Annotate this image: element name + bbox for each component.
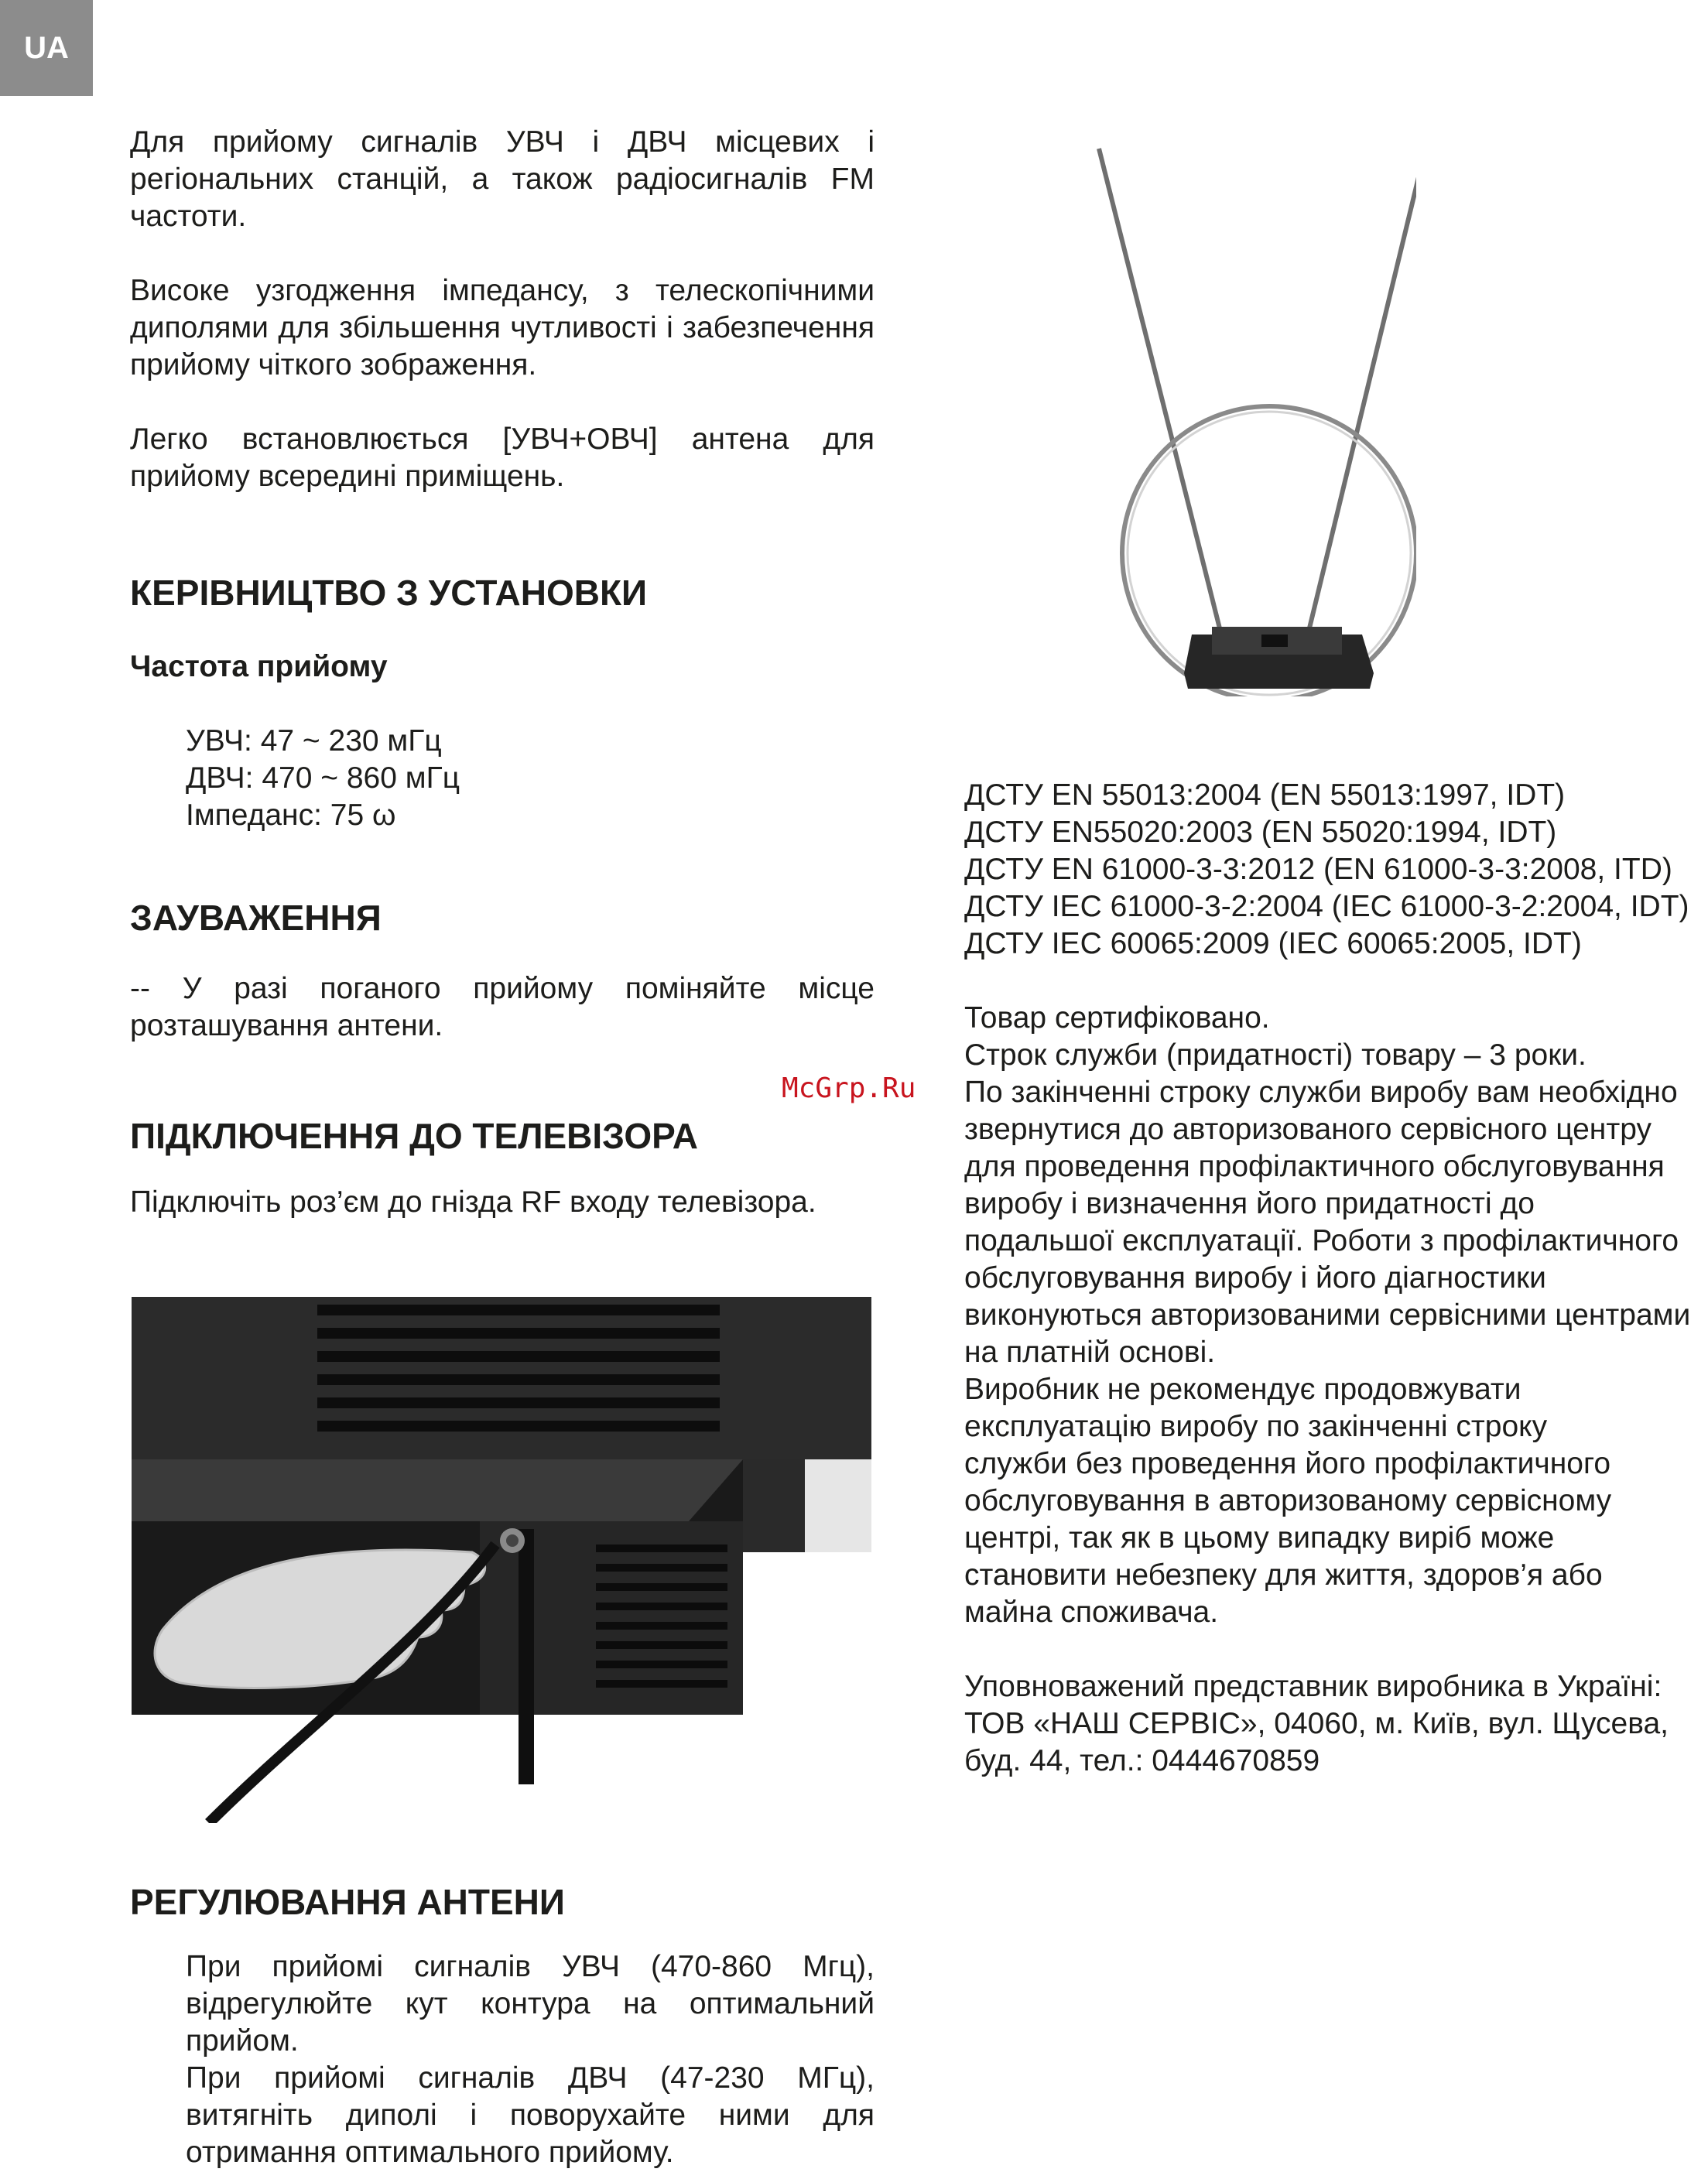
service-line: служби без проведення його профілактичного bbox=[964, 1447, 1611, 1480]
service-line: центрі, так як в цьому випадку виріб може bbox=[964, 1521, 1555, 1555]
watermark: McGrp.Ru bbox=[782, 1072, 916, 1104]
service-line: експлуатацію виробу по закінченні строку bbox=[964, 1410, 1548, 1443]
service-info bbox=[964, 1000, 1707, 1631]
spec-impedance: Імпеданс: 75 ω bbox=[186, 799, 396, 832]
connect-title: ПІДКЛЮЧЕННЯ ДО ТЕЛЕВІЗОРА bbox=[130, 1116, 699, 1156]
intro-paragraph-3: Легко встановлюється [УВЧ+ОВЧ] антена для прийому всередині приміщень. bbox=[130, 422, 875, 493]
tv-connection-photo bbox=[132, 1297, 871, 1823]
adjust-uhf-text: При прийомі сигналів УВЧ (470-860 Мгц), відрегулюйте кут контура на оптимальний прийом. bbox=[186, 1950, 875, 2058]
right-column bbox=[964, 777, 1707, 1780]
adjust-vhf-text: При прийомі сигналів ДВЧ (47-230 МГц), витягніть диполі і поворухайте ними для отримання оптимального прийому. bbox=[186, 2061, 875, 2169]
service-line: Товар сертифіковано. bbox=[964, 1001, 1270, 1035]
standard-1: ДСТУ EN 55013:2004 (EN 55013:1997, IDT) bbox=[964, 778, 1566, 812]
install-subtitle: Частота прийому bbox=[130, 650, 388, 683]
install-title: КЕРІВНИЦТВО З УСТАНОВКИ bbox=[130, 573, 648, 613]
spec-vhf: ДВЧ: 470 ~ 860 мГц bbox=[186, 761, 460, 795]
service-line: обслуговування виробу і його діагностики bbox=[964, 1261, 1546, 1295]
service-line: на платній основі. bbox=[964, 1336, 1216, 1369]
connect-text: Підключіть роз’єм до гнізда RF входу телевізора. bbox=[130, 1185, 816, 1219]
adjust-section bbox=[130, 1880, 875, 2171]
standard-4: ДСТУ IEC 61000-3-2:2004 (IEC 61000-3-2:2004, IDT) bbox=[964, 890, 1689, 923]
representative-line: Уповноважений представник виробника в Україні: bbox=[964, 1670, 1662, 1703]
intro-paragraph-2: Високе узгодження імпедансу, з телескопічними диполями для збільшення чутливості і забезпечення прийому чіткого зображення. bbox=[130, 274, 875, 381]
service-line: звернутися до авторизованого сервісного центру bbox=[964, 1113, 1652, 1146]
tv-connection-illustration bbox=[132, 1297, 871, 1823]
notes-text: -- У разі поганого прийому поміняйте місце розташування антени. bbox=[130, 972, 875, 1042]
standard-2: ДСТУ EN55020:2003 (EN 55020:1994, IDT) bbox=[964, 816, 1557, 849]
standards-list bbox=[964, 777, 1707, 963]
service-line: обслуговування в авторизованому сервісному bbox=[964, 1484, 1612, 1517]
service-line: Строк служби (придатності) товару – 3 роки. bbox=[964, 1038, 1586, 1072]
standard-3: ДСТУ EN 61000-3-3:2012 (EN 61000-3-3:2008, ITD) bbox=[964, 853, 1672, 886]
service-line: виконуються авторизованими сервісними центрами bbox=[964, 1298, 1691, 1332]
standard-5: ДСТУ IEC 60065:2009 (IEC 60065:2005, IDT) bbox=[964, 927, 1582, 960]
antenna-illustration bbox=[1076, 139, 1416, 696]
left-column bbox=[130, 124, 875, 1221]
service-line: становити небезпеку для життя, здоров’я або bbox=[964, 1558, 1603, 1592]
service-line: Виробник не рекомендує продовжувати bbox=[964, 1373, 1521, 1406]
notes-title: ЗАУВАЖЕННЯ bbox=[130, 898, 382, 938]
adjust-title: РЕГУЛЮВАННЯ АНТЕНИ bbox=[130, 1882, 565, 1922]
spec-uhf: УВЧ: 47 ~ 230 мГц bbox=[186, 724, 442, 758]
service-line: для проведення профілактичного обслуговування bbox=[964, 1150, 1665, 1183]
service-line: По закінченні строку служби виробу вам необхідно bbox=[964, 1076, 1678, 1109]
representative-info bbox=[964, 1668, 1707, 1780]
language-badge: UA bbox=[0, 0, 93, 96]
service-line: майна споживача. bbox=[964, 1596, 1219, 1629]
service-line: виробу і визначення його придатності до bbox=[964, 1187, 1535, 1220]
spec-list bbox=[130, 723, 875, 834]
service-line: подальшої експлуатації. Роботи з профілактичного bbox=[964, 1224, 1679, 1257]
representative-line: буд. 44, тел.: 0444670859 bbox=[964, 1744, 1320, 1777]
intro-paragraph-1: Для прийому сигналів УВЧ і ДВЧ місцевих і регіональних станцій, а також радіосигналів FM частоти. bbox=[130, 125, 875, 233]
representative-line: ТОВ «НАШ СЕРВІС», 04060, м. Київ, вул. Щусева, bbox=[964, 1707, 1669, 1740]
